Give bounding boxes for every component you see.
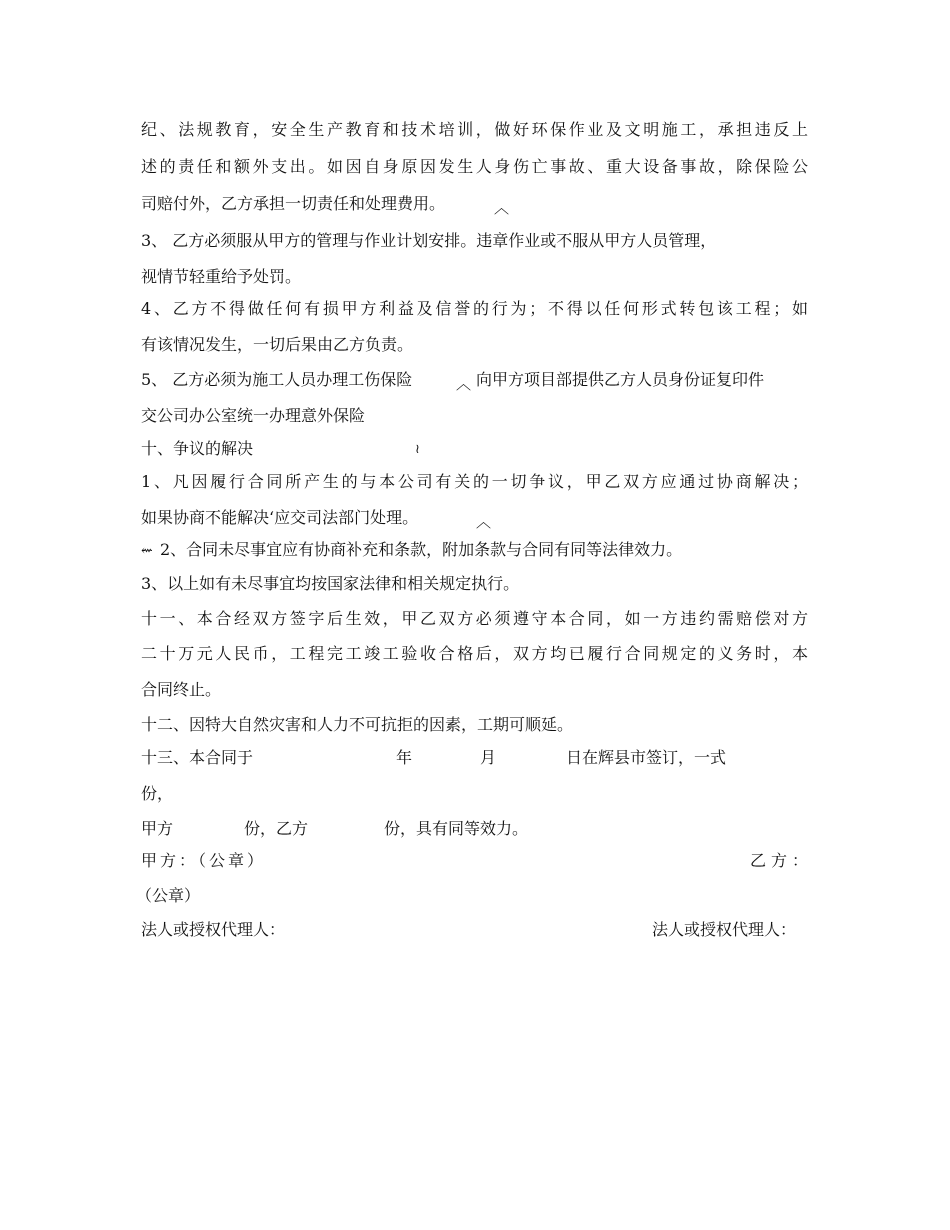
text-line: 纪、法规教育，安全生产教育和技术培训，做好环保作业及文明施工，承担违反上 (141, 120, 808, 139)
party-b-seal: （公章） (136, 886, 201, 905)
text-line-content: 司赔付外，乙方承担一切责任和处理费用。 (141, 194, 446, 213)
party-a-representative: 法人或授权代理人： (141, 920, 286, 939)
section-13-prefix: 十三、本合同于 (141, 748, 254, 767)
scribble-mark: ⇜ (141, 543, 153, 559)
clause-5-part2: 向甲方项目部提供乙方人员身份证复印件 (476, 370, 765, 389)
caret-mark: ︿ (494, 199, 510, 217)
section-11: 十一、本合经双方签字后生效，甲乙双方必须遵守本合同，如一方违约需赔偿对方 (141, 609, 808, 628)
party-b-label: 乙方： (750, 851, 814, 870)
caret-mark: ︿ (476, 513, 492, 531)
copies-party-a: 甲方 (141, 819, 174, 838)
text-line: 如果协商不能解决‘应交司法部门处理。 (141, 508, 419, 527)
text-line: 视情节轻重给予处罚。 (141, 267, 302, 286)
clause-4: 4、乙方不得做任何有损甲方利益及信誉的行为；不得以任何形式转包该工程；如 (141, 299, 808, 318)
section-heading-10: 十、争议的解决 (141, 439, 254, 458)
section-12: 十二、因特大自然灾害和人力不可抗拒的因素，工期可顺延。 (141, 715, 574, 734)
tilde-mark: ≀ (415, 442, 420, 457)
party-a-seal: 甲方：（公章） (141, 851, 267, 870)
copies-unit: 份， (141, 784, 174, 803)
clause-3: 3、 乙方必须服从甲方的管理与作业计划安排。违章作业或不服从甲方人员管理， (141, 231, 717, 250)
clause-10-2: 2、合同未尽事宜应有协商补充和条款，附加条款与合同有同等法律效力。 (160, 540, 683, 559)
clause-10-3: 3、以上如有未尽事宜均按国家法律和相关规定执行。 (141, 574, 520, 593)
text-line: 二十万元人民币，工程完工竣工验收合格后，双方均已履行合同规定的义务时，本 (141, 644, 808, 663)
date-month-label: 月 (480, 748, 497, 767)
text-line: 述的责任和额外支出。如因自身原因发生人身伤亡事故、重大设备事故，除保险公 (141, 157, 808, 176)
party-b-representative: 法人或授权代理人： (652, 920, 797, 939)
copies-party-b: 份，乙方 (244, 819, 309, 838)
text-line: 交公司办公室统一办理意外保险 (141, 406, 366, 425)
clause-5-part1: 5、 乙方必须为施工人员办理工伤保险 (141, 370, 413, 389)
text-line (141, 192, 445, 216)
clause-10-1: 1、凡因履行合同所产生的与本公司有关的一切争议，甲乙双方应通过协商解决； (141, 472, 808, 491)
caret-mark: ︿ (456, 375, 472, 393)
copies-effect: 份，具有同等效力。 (384, 819, 529, 838)
date-suffix: 日在辉县市签订，一式 (566, 748, 727, 767)
clause-5 (141, 368, 412, 392)
text-line: 合同终止。 (141, 680, 222, 699)
date-year-label: 年 (396, 748, 413, 767)
text-line: 有该情况发生，一切后果由乙方负责。 (141, 335, 414, 354)
